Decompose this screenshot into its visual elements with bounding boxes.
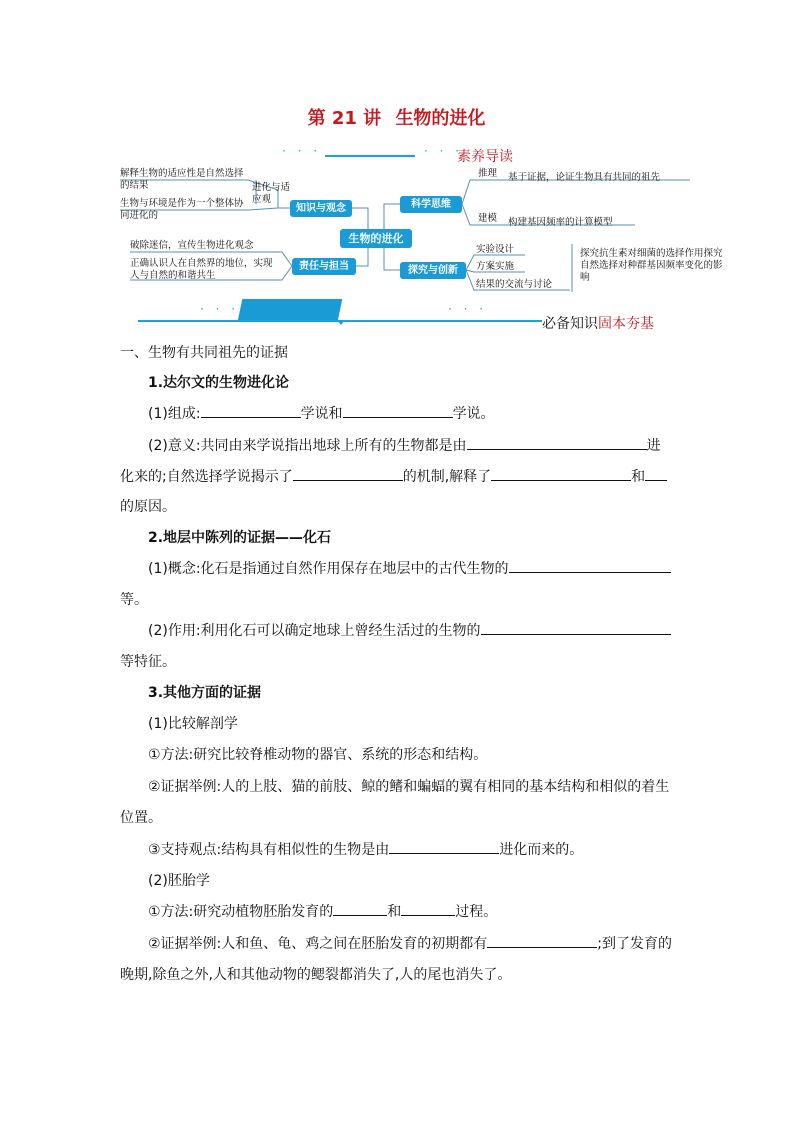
responsibility-item-1: 破除迷信，宣传生物进化观念 <box>130 240 254 251</box>
subheading-embryology: (2)胚胎学 <box>148 873 210 889</box>
text: (2)作用:利用化石可以确定地球上曾经生活过的生物的 <box>148 623 481 639</box>
text: (1)概念:化石是指通过自然作用保存在地层中的古代生物的 <box>148 561 509 577</box>
text: 进 <box>646 438 661 454</box>
responsibility-item-2: 正确认识人在自然界的地位，实现人与自然的和谐共生 <box>130 258 273 281</box>
fill-blank[interactable] <box>201 402 301 418</box>
science-modeling-label: 建模 <box>478 213 498 224</box>
paragraph-fossil-use-end: 等特征。 <box>120 654 176 670</box>
knowledge-item-right: 进化与适应观 <box>252 182 291 205</box>
anatomy-example-line1: ②证据举例:人的上肢、猫的前肢、鲸的鳍和蝙蝠的翼有相同的基本结构和相似的着生 <box>148 779 670 795</box>
fill-blank[interactable] <box>401 900 455 916</box>
text: 和 <box>387 904 402 920</box>
text: 化来的;自然选择学说揭示了 <box>120 469 293 485</box>
fill-blank[interactable] <box>481 619 671 635</box>
subheading-fossil: 2.地层中陈列的证据——化石 <box>148 530 332 546</box>
anatomy-method: ①方法:研究比较脊椎动物的器官、系统的形态和结构。 <box>148 747 488 763</box>
anatomy-example-line2: 位置。 <box>120 810 162 826</box>
inquiry-item-3: 结果的交流与讨论 <box>476 279 553 290</box>
fill-blank[interactable] <box>487 932 597 948</box>
text: (1)组成: <box>148 406 201 422</box>
text: ②证据举例:人和鱼、龟、鸡之间在胚胎发育的初期都有 <box>148 936 488 952</box>
text: 学说和 <box>300 406 343 422</box>
paragraph-fossil-concept <box>148 554 671 585</box>
fill-blank[interactable] <box>293 465 403 481</box>
science-reasoning-label: 推理 <box>478 168 498 179</box>
fill-blank[interactable] <box>491 465 631 481</box>
section-heading-1: 一、生物有共同祖先的证据 <box>120 345 288 361</box>
branch-responsibility: 责任与担当 <box>292 258 356 275</box>
inquiry-item-1: 实验设计 <box>476 244 515 255</box>
banner-dots-right: · · · <box>448 302 488 316</box>
text: 的机制,解释了 <box>402 469 492 485</box>
text: 过程。 <box>455 904 498 920</box>
mindmap-center-node: 生物的进化 <box>340 229 412 248</box>
paragraph-fossil-use <box>148 616 671 647</box>
text: ③支持观点:结构具有相似性的生物是由 <box>148 842 390 858</box>
inquiry-item-right: 探究抗生素对细菌的选择作用探究自然选择对种群基因频率变化的影响 <box>580 248 723 283</box>
paragraph-significance-line1 <box>148 431 661 462</box>
banner-label-red: 固本夯基 <box>598 316 654 332</box>
text: ①方法:研究动植物胚胎发育的 <box>148 904 334 920</box>
banner-pointer-icon <box>337 320 345 325</box>
fill-blank[interactable] <box>645 465 667 481</box>
text: 进化而来的。 <box>499 842 584 858</box>
embryology-example-line2: 晚期,除鱼之外,人和其他动物的鳃裂都消失了,人的尾也消失了。 <box>120 967 512 983</box>
dots-right: · · · <box>424 144 464 158</box>
science-reasoning-text: 基于证据，论证生物具有共同的祖先 <box>508 172 661 183</box>
banner-dots-left: · · · <box>200 302 240 316</box>
fill-blank[interactable] <box>467 434 647 450</box>
paragraph-fossil-concept-end: 等。 <box>120 592 148 608</box>
subheading-darwin: 1.达尔文的生物进化论 <box>148 375 290 391</box>
fill-blank[interactable] <box>333 900 387 916</box>
paragraph-significance-line3: 的原因。 <box>120 499 176 515</box>
science-modeling-text: 构建基因频率的计算模型 <box>508 217 613 228</box>
guide-label: 素养导读 <box>457 149 513 165</box>
paragraph-composition <box>148 399 495 430</box>
banner-label-black: 必备知识 <box>542 316 598 332</box>
embryology-method <box>148 897 497 928</box>
branch-science: 科学思维 <box>400 196 462 213</box>
banner-label <box>542 313 654 333</box>
knowledge-item-2: 生物与环境是作为一个整体协同进化的 <box>120 198 244 221</box>
banner-blue-block <box>238 299 343 321</box>
lesson-title: 生物的进化 <box>395 108 486 129</box>
mindmap <box>0 0 793 300</box>
inquiry-item-2: 方案实施 <box>476 261 515 272</box>
fill-blank[interactable] <box>343 402 453 418</box>
knowledge-item-1: 解释生物的适应性是自然选择的结果 <box>120 168 244 191</box>
embryology-example-line1 <box>148 929 672 960</box>
subheading-other-evidence: 3.其他方面的证据 <box>148 685 262 701</box>
text: (2)意义:共同由来学说指出地球上所有的生物都是由 <box>148 438 467 454</box>
paragraph-significance-line2 <box>120 462 667 493</box>
fill-blank[interactable] <box>509 557 671 573</box>
lesson-number: 第 21 讲 <box>307 108 382 129</box>
dots-left: · · · <box>282 144 322 158</box>
text: 和 <box>631 469 646 485</box>
branch-inquiry: 探究与创新 <box>400 262 466 279</box>
subheading-anatomy: (1)比较解剖学 <box>148 716 238 732</box>
branch-knowledge: 知识与观念 <box>290 200 352 217</box>
anatomy-viewpoint <box>148 835 583 866</box>
text: 学说。 <box>452 406 495 422</box>
text: ;到了发育的 <box>597 936 672 952</box>
fill-blank[interactable] <box>389 838 499 854</box>
